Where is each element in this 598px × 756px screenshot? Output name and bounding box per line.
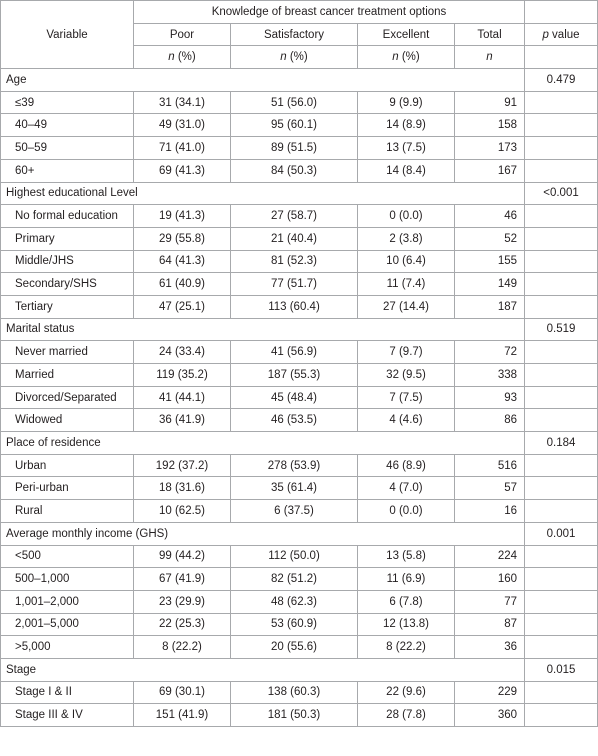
- poor-cell: 151 (41.9): [134, 704, 231, 727]
- excellent-cell: 11 (6.9): [358, 568, 455, 591]
- poor-cell: 29 (55.8): [134, 227, 231, 250]
- total-cell: 77: [455, 590, 525, 613]
- section-row: [1, 318, 598, 341]
- total-cell: 57: [455, 477, 525, 500]
- poor-cell: 69 (41.3): [134, 159, 231, 182]
- total-cell: 72: [455, 341, 525, 364]
- satisfactory-unit: [231, 46, 358, 69]
- satisfactory-cell: 278 (53.9): [231, 454, 358, 477]
- table-row: [1, 409, 598, 432]
- excellent-cell: 4 (4.6): [358, 409, 455, 432]
- table-row: [1, 681, 598, 704]
- poor-cell: 49 (31.0): [134, 114, 231, 137]
- table-row: [1, 137, 598, 160]
- poor-cell: 22 (25.3): [134, 613, 231, 636]
- row-label: Divorced/Separated: [1, 386, 134, 409]
- total-unit: [455, 46, 525, 69]
- total-cell: 158: [455, 114, 525, 137]
- row-label: Peri-urban: [1, 477, 134, 500]
- n-italic: n: [392, 51, 399, 64]
- satisfactory-cell: 84 (50.3): [231, 159, 358, 182]
- excellent-cell: 8 (22.2): [358, 636, 455, 659]
- excellent-cell: 14 (8.9): [358, 114, 455, 137]
- p-empty-cell: [525, 500, 598, 523]
- poor-cell: 99 (44.2): [134, 545, 231, 568]
- total-cell: 16: [455, 500, 525, 523]
- variable-header: Variable: [1, 1, 134, 69]
- table-row: [1, 568, 598, 591]
- row-label: Secondary/SHS: [1, 273, 134, 296]
- total-cell: 360: [455, 704, 525, 727]
- p-empty-cell: [525, 590, 598, 613]
- excellent-cell: 0 (0.0): [358, 205, 455, 228]
- satisfactory-cell: 53 (60.9): [231, 613, 358, 636]
- p-rest: value: [548, 28, 580, 41]
- total-cell: 36: [455, 636, 525, 659]
- total-cell: 160: [455, 568, 525, 591]
- row-label: <500: [1, 545, 134, 568]
- excellent-cell: 9 (9.9): [358, 91, 455, 114]
- total-cell: 338: [455, 364, 525, 387]
- total-cell: 167: [455, 159, 525, 182]
- total-cell: 52: [455, 227, 525, 250]
- row-label: Rural: [1, 500, 134, 523]
- p-empty-cell: [525, 341, 598, 364]
- p-header-top: [525, 1, 598, 24]
- excellent-cell: 12 (13.8): [358, 613, 455, 636]
- row-label: ≤39: [1, 91, 134, 114]
- row-label: 500–1,000: [1, 568, 134, 591]
- poor-cell: 18 (31.6): [134, 477, 231, 500]
- row-label: Middle/JHS: [1, 250, 134, 273]
- p-empty-cell: [525, 409, 598, 432]
- row-label: 50–59: [1, 137, 134, 160]
- p-value: <0.001: [525, 182, 598, 205]
- satisfactory-cell: 48 (62.3): [231, 590, 358, 613]
- section-label: Age: [1, 69, 525, 92]
- section-row: [1, 658, 598, 681]
- p-empty-cell: [525, 159, 598, 182]
- pct-label: (%): [174, 51, 196, 64]
- excellent-cell: 4 (7.0): [358, 477, 455, 500]
- row-label: Stage III & IV: [1, 704, 134, 727]
- row-label: Widowed: [1, 409, 134, 432]
- total-cell: 173: [455, 137, 525, 160]
- pct-label: (%): [286, 51, 308, 64]
- table-row: [1, 454, 598, 477]
- total-header: Total: [455, 23, 525, 46]
- p-value: 0.015: [525, 658, 598, 681]
- table-row: [1, 250, 598, 273]
- p-italic: p: [542, 28, 549, 41]
- satisfactory-cell: 95 (60.1): [231, 114, 358, 137]
- section-label: Stage: [1, 658, 525, 681]
- table-row: [1, 114, 598, 137]
- p-empty-cell: [525, 137, 598, 160]
- p-empty-cell: [525, 636, 598, 659]
- n-total: n: [486, 51, 493, 64]
- header-row-1: [1, 1, 598, 24]
- n-italic: n: [280, 51, 287, 64]
- poor-cell: 24 (33.4): [134, 341, 231, 364]
- table-row: [1, 227, 598, 250]
- excellent-cell: 27 (14.4): [358, 295, 455, 318]
- poor-cell: 67 (41.9): [134, 568, 231, 591]
- total-cell: 516: [455, 454, 525, 477]
- poor-cell: 8 (22.2): [134, 636, 231, 659]
- section-row: [1, 69, 598, 92]
- p-value-header: [525, 23, 598, 46]
- table-row: [1, 636, 598, 659]
- excellent-cell: 14 (8.4): [358, 159, 455, 182]
- table-row: [1, 613, 598, 636]
- section-row: [1, 182, 598, 205]
- satisfactory-cell: 81 (52.3): [231, 250, 358, 273]
- total-cell: 224: [455, 545, 525, 568]
- total-cell: 155: [455, 250, 525, 273]
- table-row: [1, 341, 598, 364]
- p-empty-cell: [525, 91, 598, 114]
- section-label: Average monthly income (GHS): [1, 522, 525, 545]
- poor-cell: 19 (41.3): [134, 205, 231, 228]
- p-empty-cell: [525, 250, 598, 273]
- excellent-cell: 7 (7.5): [358, 386, 455, 409]
- poor-cell: 71 (41.0): [134, 137, 231, 160]
- excellent-unit: [358, 46, 455, 69]
- p-empty-cell: [525, 205, 598, 228]
- excellent-cell: 11 (7.4): [358, 273, 455, 296]
- table-row: [1, 273, 598, 296]
- satisfactory-cell: 6 (37.5): [231, 500, 358, 523]
- satisfactory-cell: 27 (58.7): [231, 205, 358, 228]
- p-unit: [525, 46, 598, 69]
- p-empty-cell: [525, 364, 598, 387]
- row-label: Married: [1, 364, 134, 387]
- p-value: 0.001: [525, 522, 598, 545]
- table-row: [1, 704, 598, 727]
- excellent-cell: 7 (9.7): [358, 341, 455, 364]
- table-body: [1, 69, 598, 727]
- satisfactory-cell: 45 (48.4): [231, 386, 358, 409]
- satisfactory-cell: 181 (50.3): [231, 704, 358, 727]
- p-value: 0.479: [525, 69, 598, 92]
- table-row: [1, 500, 598, 523]
- poor-cell: 69 (30.1): [134, 681, 231, 704]
- satisfactory-cell: 138 (60.3): [231, 681, 358, 704]
- section-label: Highest educational Level: [1, 182, 525, 205]
- table-row: [1, 590, 598, 613]
- row-label: 1,001–2,000: [1, 590, 134, 613]
- satisfactory-cell: 112 (50.0): [231, 545, 358, 568]
- section-row: [1, 522, 598, 545]
- excellent-cell: 2 (3.8): [358, 227, 455, 250]
- p-empty-cell: [525, 681, 598, 704]
- satisfactory-cell: 82 (51.2): [231, 568, 358, 591]
- poor-header: Poor: [134, 23, 231, 46]
- satisfactory-cell: 51 (56.0): [231, 91, 358, 114]
- total-cell: 149: [455, 273, 525, 296]
- table-row: [1, 295, 598, 318]
- satisfactory-cell: 46 (53.5): [231, 409, 358, 432]
- satisfactory-cell: 41 (56.9): [231, 341, 358, 364]
- section-label: Place of residence: [1, 432, 525, 455]
- row-label: 40–49: [1, 114, 134, 137]
- p-empty-cell: [525, 273, 598, 296]
- excellent-cell: 13 (7.5): [358, 137, 455, 160]
- satisfactory-cell: 20 (55.6): [231, 636, 358, 659]
- excellent-cell: 6 (7.8): [358, 590, 455, 613]
- excellent-cell: 32 (9.5): [358, 364, 455, 387]
- total-cell: 86: [455, 409, 525, 432]
- satisfactory-cell: 35 (61.4): [231, 477, 358, 500]
- n-italic: n: [168, 51, 175, 64]
- row-label: 2,001–5,000: [1, 613, 134, 636]
- poor-unit: [134, 46, 231, 69]
- poor-cell: 192 (37.2): [134, 454, 231, 477]
- poor-cell: 47 (25.1): [134, 295, 231, 318]
- row-label: 60+: [1, 159, 134, 182]
- satisfactory-cell: 77 (51.7): [231, 273, 358, 296]
- row-label: Tertiary: [1, 295, 134, 318]
- row-label: Never married: [1, 341, 134, 364]
- poor-cell: 10 (62.5): [134, 500, 231, 523]
- p-empty-cell: [525, 477, 598, 500]
- section-row: [1, 432, 598, 455]
- satisfactory-cell: 89 (51.5): [231, 137, 358, 160]
- excellent-cell: 22 (9.6): [358, 681, 455, 704]
- table-row: [1, 159, 598, 182]
- table-row: [1, 205, 598, 228]
- p-empty-cell: [525, 704, 598, 727]
- total-cell: 46: [455, 205, 525, 228]
- total-cell: 93: [455, 386, 525, 409]
- excellent-cell: 46 (8.9): [358, 454, 455, 477]
- p-empty-cell: [525, 114, 598, 137]
- row-label: Primary: [1, 227, 134, 250]
- excellent-cell: 0 (0.0): [358, 500, 455, 523]
- satisfactory-header: Satisfactory: [231, 23, 358, 46]
- total-cell: 229: [455, 681, 525, 704]
- poor-cell: 36 (41.9): [134, 409, 231, 432]
- row-label: No formal education: [1, 205, 134, 228]
- poor-cell: 119 (35.2): [134, 364, 231, 387]
- row-label: Urban: [1, 454, 134, 477]
- table-row: [1, 477, 598, 500]
- p-value: 0.184: [525, 432, 598, 455]
- poor-cell: 61 (40.9): [134, 273, 231, 296]
- excellent-header: Excellent: [358, 23, 455, 46]
- poor-cell: 23 (29.9): [134, 590, 231, 613]
- p-empty-cell: [525, 568, 598, 591]
- poor-cell: 64 (41.3): [134, 250, 231, 273]
- p-empty-cell: [525, 295, 598, 318]
- p-empty-cell: [525, 545, 598, 568]
- excellent-cell: 10 (6.4): [358, 250, 455, 273]
- satisfactory-cell: 21 (40.4): [231, 227, 358, 250]
- poor-cell: 31 (34.1): [134, 91, 231, 114]
- p-empty-cell: [525, 613, 598, 636]
- section-label: Marital status: [1, 318, 525, 341]
- satisfactory-cell: 113 (60.4): [231, 295, 358, 318]
- row-label: Stage I & II: [1, 681, 134, 704]
- total-cell: 187: [455, 295, 525, 318]
- table-row: [1, 91, 598, 114]
- total-cell: 91: [455, 91, 525, 114]
- table-row: [1, 364, 598, 387]
- p-empty-cell: [525, 386, 598, 409]
- table-row: [1, 386, 598, 409]
- p-empty-cell: [525, 227, 598, 250]
- row-label: >5,000: [1, 636, 134, 659]
- table-row: [1, 545, 598, 568]
- excellent-cell: 28 (7.8): [358, 704, 455, 727]
- p-value: 0.519: [525, 318, 598, 341]
- total-cell: 87: [455, 613, 525, 636]
- group-title: Knowledge of breast cancer treatment options: [134, 1, 525, 24]
- satisfactory-cell: 187 (55.3): [231, 364, 358, 387]
- poor-cell: 41 (44.1): [134, 386, 231, 409]
- excellent-cell: 13 (5.8): [358, 545, 455, 568]
- pct-label: (%): [398, 51, 420, 64]
- p-empty-cell: [525, 454, 598, 477]
